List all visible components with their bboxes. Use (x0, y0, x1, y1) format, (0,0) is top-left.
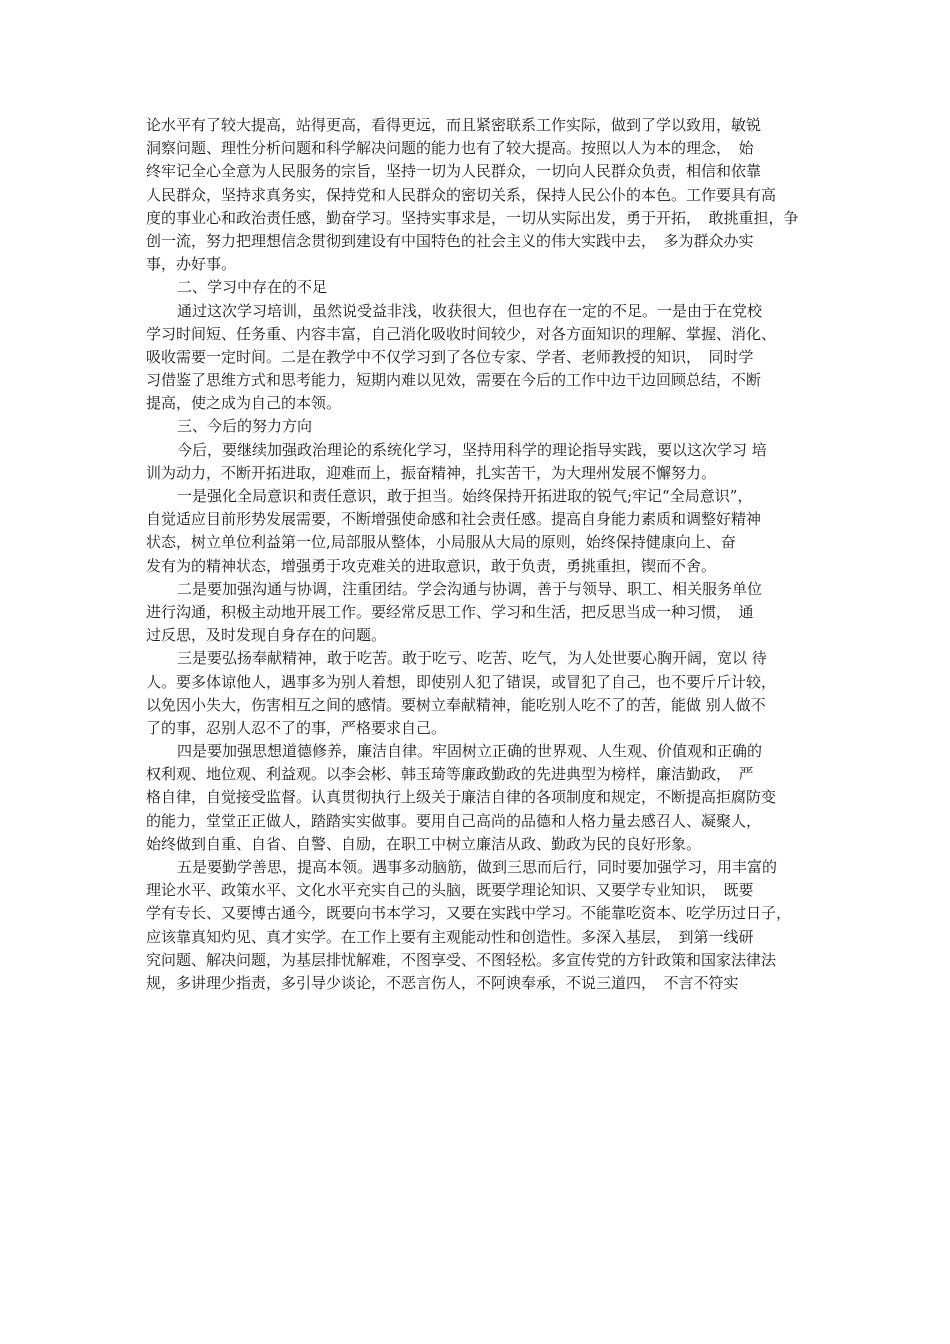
text-line: 今后，要继续加强政治理论的系统化学习，坚持用科学的理论指导实践，要以这次学习 培 (177, 440, 767, 459)
text-line: 吸收需要一定时间。二是在教学中不仅学习到了各位专家、学者、老师教授的知识， 同时学 (146, 347, 754, 366)
text-line: 通过这次学习培训，虽然说受益非浅，收获很大，但也存在一定的不足。一是由于在党校 (177, 301, 763, 320)
text-line: 论水平有了较大提高，站得更高，看得更远，而且紧密联系工作实际，做到了学以致用，敏锐 (146, 116, 762, 134)
text-line: 始终做到自重、自省、自警、自励，在职工中树立廉洁从政、勤政为民的良好形象。 (146, 834, 702, 853)
text-line: 习借鉴了思维方式和思考能力，短期内难以见效，需要在今后的工作中边干边回顾总结，不断 (146, 371, 762, 390)
text-line: 四是要加强思想道德修养，廉洁自律。牢固树立正确的世界观、人生观、价值观和正确的 (177, 742, 763, 761)
text-line: 过反思，及时发现自身存在的问题。 (146, 626, 387, 645)
text-line: 二是要加强沟通与协调，注重团结。学会沟通与协调，善于与领导、职工、相关服务单位 (177, 579, 763, 598)
text-line: 五是要勤学善思，提高本领。遇事多动脑筋，做到三思而后行，同时要加强学习，用丰富的 (177, 858, 778, 876)
text-line: 三、今后的努力方向 (177, 417, 313, 436)
text-line: 洞察问题、理性分析问题和科学解决问题的能力也有了较大提高。按照以人为本的理念， 始 (146, 139, 754, 158)
text-line: 了的事，忍别人忍不了的事，严格要求自己。 (146, 718, 447, 737)
text-line: 以免因小失大，伤害相互之间的感情。要树立奉献精神，能吃别人吃不了的苦，能做 别人做不 (146, 695, 766, 714)
text-line: 三是要弘扬奉献精神，敢于吃苦。敢于吃亏、吃苦、吃气，为人处世要心胸开阔，宽以 待 (177, 649, 767, 668)
text-line: 究问题、解决问题，为基层排忧解难，不图享受、不图轻松。多宣传党的方针政策和国家法律法 (146, 950, 777, 969)
text-line: 事，办好事。 (146, 255, 237, 274)
text-line: 二、学习中存在的不足 (177, 278, 328, 297)
text-line: 规，多讲理少指责，多引导少谈论，不恶言伤人，不阿谀奉承，不说三道四， 不言不符实 (146, 973, 739, 992)
text-line: 一是强化全局意识和责任意识，敢于担当。始终保持开拓进取的锐气;牢记“全局意识”， (177, 487, 753, 505)
text-line: 提高，使之成为自己的本领。 (146, 394, 342, 413)
text-line: 创一流，努力把理想信念贯彻到建设有中国特色的社会主义的伟大实践中去， 多为群众办实 (146, 231, 754, 250)
text-line: 理论水平、政策水平、文化水平充实自己的头脑，既要学理论知识、又要学专业知识， 既要 (146, 881, 754, 900)
text-line: 格自律，自觉接受监督。认真贯彻执行上级关于廉洁自律的各项制度和规定，不断提高拒腐防变 (146, 788, 777, 807)
text-line: 终牢记全心全意为人民服务的宗旨，坚持一切为人民群众，一切向人民群众负责，相信和依靠 (146, 162, 762, 181)
text-line: 进行沟通，积极主动地开展工作。要经常反思工作、学习和生活，把反思当成一种习惯， 通 (146, 602, 754, 621)
document-body (146, 114, 836, 995)
text-line: 度的事业心和政治责任感，勤奋学习。坚持实事求是，一切从实际出发，勇于开拓， 敢挑重担，争 (146, 208, 799, 227)
text-line: 训为动力，不断开拓进取，迎难而上，振奋精神，扎实苦干，为大理州发展不懈努力。 (146, 463, 717, 482)
text-line: 状态，树立单位利益第一位,局部服从整体，小局服从大局的原则，始终保持健康向上、奋 (146, 533, 736, 552)
text-line: 人民群众，坚持求真务实，保持党和人民群众的密切关系，保持人民公仆的本色。工作要具有高 (146, 185, 777, 204)
text-line: 的能力，堂堂正正做人，踏踏实实做事。要用自己高尚的品德和人格力量去感召人、凝聚人， (146, 811, 762, 830)
text-line: 学有专长、又要博古通今，既要向书本学习，又要在实践中学习。不能靠吃资本、吃学历过日子， (146, 904, 792, 923)
text-line: 学习时间短、任务重、内容丰富，自己消化吸收时间较少，对各方面知识的理解、掌握、消化、 (146, 324, 777, 343)
text-line: 应该靠真知灼见、真才实学。在工作上要有主观能动性和创造性。多深入基层， 到第一线研 (146, 927, 754, 946)
text-line: 自觉适应目前形势发展需要，不断增强使命感和社会责任感。提高自身能力素质和调整好精神 (146, 510, 762, 529)
text-line: 发有为的精神状态，增强勇于攻克难关的进取意识，敢于负责，勇挑重担，锲而不舍。 (146, 556, 717, 575)
text-line: 权利观、地位观、利益观。以李会彬、韩玉琦等廉政勤政的先进典型为榜样，廉洁勤政， 严 (146, 765, 754, 784)
text-line: 人。要多体谅他人，遇事多为别人着想，即使别人犯了错误，或冒犯了自己，也不要斤斤计较， (146, 672, 777, 691)
